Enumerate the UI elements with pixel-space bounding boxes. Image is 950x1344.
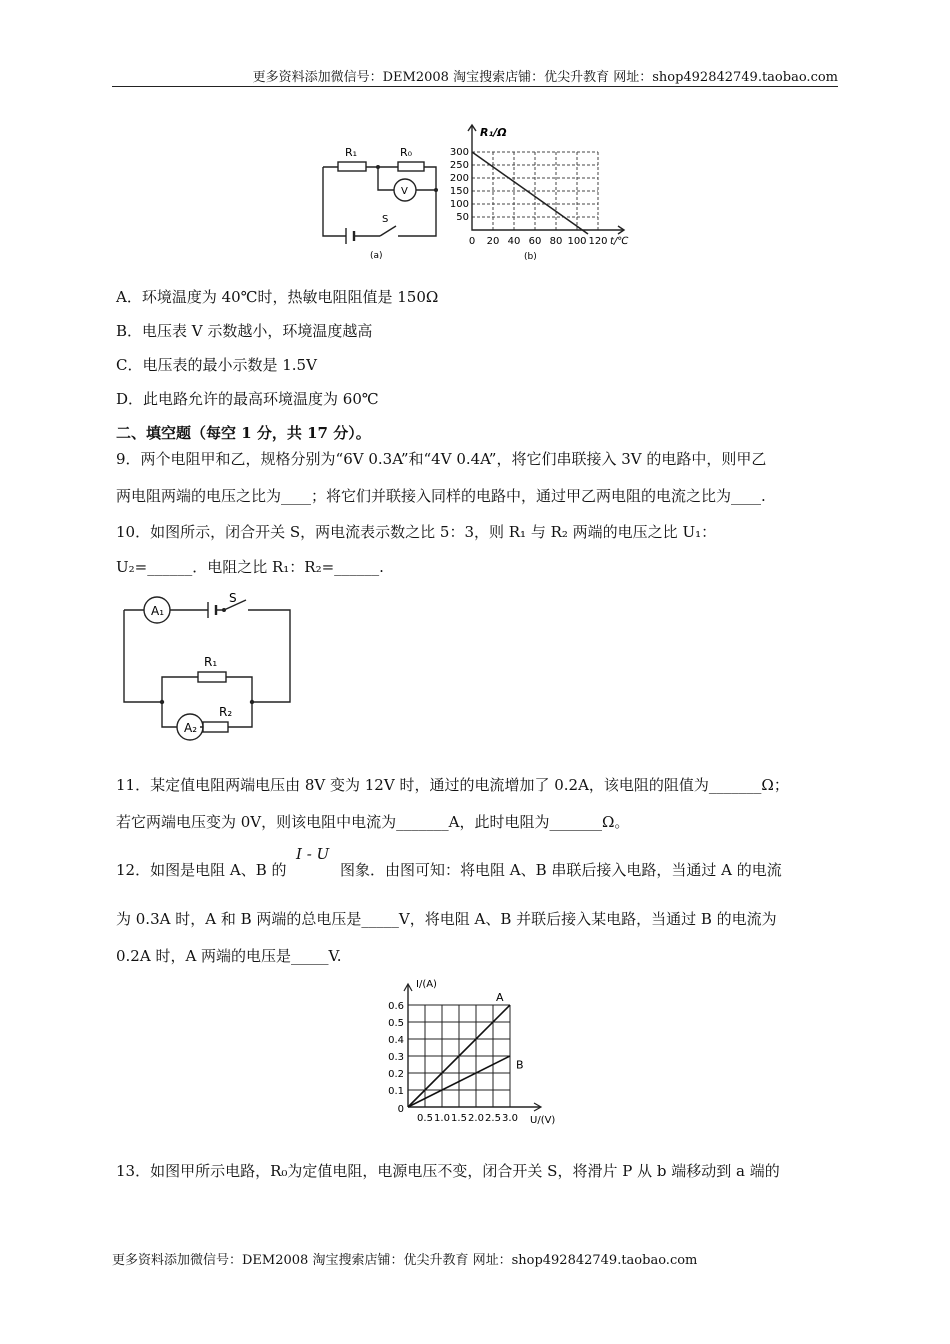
ammeter-a1-label: A₁ (151, 604, 165, 618)
junction-dot (160, 700, 164, 704)
r2-resistor (203, 722, 228, 732)
switch-label: S (382, 214, 389, 225)
r1-resistor (338, 162, 366, 171)
circuit-a-wires (323, 167, 436, 236)
series-label-A: A (496, 991, 504, 1004)
option-c: C．电压表的最小示数是 1.5V (116, 356, 317, 374)
q12-line1-part2: 图象．由图可知：将电阻 A、B 串联后接入电路，当通过 A 的电流 (340, 861, 782, 879)
y-tick-label: 0.2 (388, 1069, 404, 1080)
q9-line1: 9．两个电阻甲和乙，规格分别为“6V 0.3A”和“4V 0.4A”，将它们串联接入 3V 的电路中，则甲乙 (116, 450, 767, 468)
y-tick: 200 (449, 173, 469, 184)
header-divider (112, 86, 838, 87)
r0-resistor (398, 162, 424, 171)
option-a: A．环境温度为 40℃时，热敏电阻阻值是 150Ω (116, 288, 439, 306)
junction-dot (434, 188, 438, 192)
x-tick-label: 3.0 (502, 1113, 518, 1124)
y-tick: 50 (456, 212, 469, 223)
junction-dot (376, 165, 380, 169)
q13-line1: 13．如图甲所示电路，R₀为定值电阻，电源电压不变，闭合开关 S，将滑片 P 从 b 端移动到 a 端的 (116, 1162, 780, 1180)
x-tick: 80 (549, 236, 563, 247)
y-tick-label: 0.6 (388, 1001, 404, 1012)
switch-pivot (222, 608, 226, 612)
iu-chart (378, 975, 578, 1135)
q11-line2: 若它两端电压变为 0V，则该电阻中电流为_______A，此时电阻为_______Ω。 (116, 813, 630, 831)
q10-line1: 10．如图所示，闭合开关 S，两电流表示数之比 5：3，则 R₁ 与 R₂ 两端的电压之比 U₁： (116, 523, 717, 541)
x-tick: 120 (588, 236, 608, 247)
x-tick: 60 (528, 236, 542, 247)
r2-label: R₂ (219, 705, 233, 719)
q10-circuit-figure (118, 590, 298, 745)
q12-line2: 为 0.3A 时，A 和 B 两端的总电压是_____V，将电阻 A、B 并联后接入某电路，当通过 B 的电流为 (116, 910, 777, 928)
iu-symbol: I - U (296, 845, 330, 863)
ammeter-a2-label: A₂ (184, 721, 198, 735)
x-tick: 20 (486, 236, 500, 247)
switch-label: S (229, 591, 237, 605)
figure-a-caption: (a) (370, 251, 383, 261)
r1-label: R₁ (345, 146, 358, 159)
x-tick: 0 (468, 236, 476, 247)
x-tick-label: 1.0 (434, 1113, 450, 1124)
y-tick: 300 (449, 147, 469, 158)
graph-b-gridlines (472, 152, 598, 230)
page-header: 更多资料添加微信号：DEM2008 淘宝搜索店铺：优尖升教育 网址：shop492842749.taobao.com (252, 70, 838, 85)
figure-b-graph (446, 122, 646, 267)
y-axis-label: I/(A) (416, 979, 437, 990)
r0-label: R₀ (400, 146, 413, 159)
junction-dot (250, 700, 254, 704)
x-tick-label: 1.5 (451, 1113, 467, 1124)
y-tick-label: 0.4 (388, 1035, 404, 1046)
x-tick: 40 (507, 236, 521, 247)
section-heading: 二、填空题（每空 1 分，共 17 分）。 (116, 424, 371, 442)
r1-resistor (198, 672, 226, 682)
y-tick: 100 (449, 199, 469, 210)
y-tick-label: 0.3 (388, 1052, 404, 1063)
figure-a-circuit (318, 140, 448, 265)
r1-label: R₁ (204, 655, 218, 669)
option-d: D．此电路允许的最高环境温度为 60℃ (116, 390, 379, 408)
r-t-line (472, 152, 588, 234)
q10-parallel-wires (162, 677, 252, 727)
x-axis-label: U/(V) (530, 1115, 556, 1126)
x-tick-label: 2.5 (485, 1113, 501, 1124)
x-tick: 100 (567, 236, 587, 247)
graph-b-ylabel: R₁/Ω (480, 126, 507, 139)
q11-line1: 11．某定值电阻两端电压由 8V 变为 12V 时，通过的电流增加了 0.2A，该电阻的阻值为_______Ω； (116, 776, 789, 794)
series-label-B: B (516, 1058, 524, 1072)
voltmeter-label: V (401, 186, 408, 197)
y-tick: 150 (449, 186, 469, 197)
y-tick-label: 0.1 (388, 1086, 404, 1097)
x-tick-label: 2.0 (468, 1113, 484, 1124)
q12-line1-part1: 12．如图是电阻 A、B 的 (116, 861, 287, 879)
q9-line2: 两电阻两端的电压之比为____；将它们并联接入同样的电路中，通过甲乙两电阻的电流之比为____. (116, 487, 766, 505)
graph-b-axis-arrows (468, 125, 624, 234)
y-tick-label: 0.5 (388, 1018, 404, 1029)
y-tick: 250 (449, 160, 469, 171)
option-b: B．电压表 V 示数越小，环境温度越高 (116, 322, 373, 340)
graph-b-xlabel: t/℃ (610, 236, 629, 247)
origin-label: 0 (397, 1104, 404, 1115)
page-footer: 更多资料添加微信号：DEM2008 淘宝搜索店铺：优尖升教育 网址：shop492842749.taobao.com (112, 1253, 698, 1268)
q12-line3: 0.2A 时，A 两端的电压是_____V. (116, 947, 342, 965)
switch-lever (380, 226, 396, 236)
q10-line2: U₂=______．电阻之比 R₁：R₂=______. (116, 558, 384, 576)
figure-b-caption: (b) (524, 252, 537, 262)
x-tick-label: 0.5 (417, 1113, 433, 1124)
